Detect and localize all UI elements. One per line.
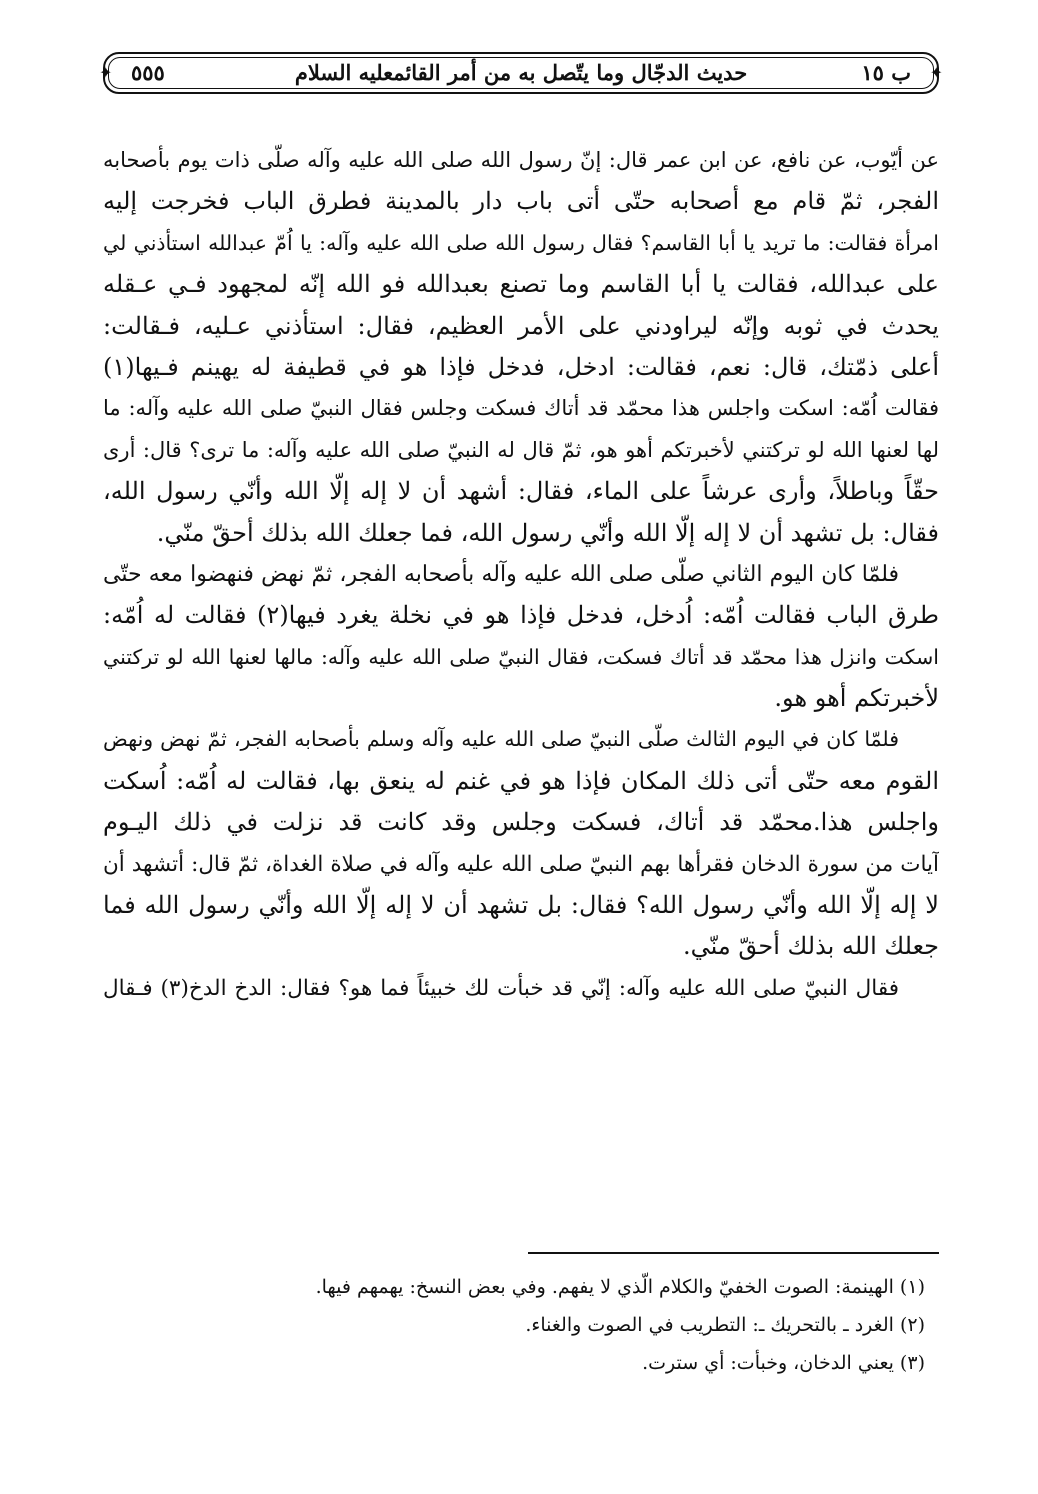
text-line: أعلى ذمّتك، قال: نعم، فقالت: ادخل، فدخل فإذا هو في قطيفة له يهينم فـيها(١) — [103, 352, 939, 381]
text-line: آيات من سورة الدخان فقرأها بهم النبيّ صلى الله عليه وآله في صلاة الغداة، ثمّ قال: أتشهد أن — [103, 851, 939, 877]
ornament-left-icon: ✦ — [99, 63, 113, 82]
text-line: جعلك الله بذلك أحقّ منّي. — [683, 932, 939, 961]
page-number: ٥٥٥ — [131, 60, 165, 85]
text-line: لا إله إلّا الله وأنّي رسول الله؟ فقال: بل تشهد أن لا إله إلّا الله وأنّي رسول الله فما — [103, 891, 939, 920]
text-line: فقالت اُمّه: اسكت واجلس هذا محمّد قد أتاك فسكت وجلس فقال النبيّ صلى الله عليه وآله: ما — [103, 396, 939, 421]
text-line: الفجر، ثمّ قام مع أصحابه حتّى أتى باب دار بالمدينة فطرق الباب فخرجت إليه — [103, 187, 939, 216]
text-line: اسكت وانزل هذا محمّد قد أتاك فسكت، فقال النبيّ صلى الله عليه وآله: مالها لعنها الله لو تركتني — [103, 644, 939, 669]
text-line: القوم معه حتّى أتى ذلك المكان فإذا هو في غنم له ينعق بها، فقالت له اُمّه: اُسكت — [103, 766, 939, 795]
text-line: لأخبرتكم أهو هو. — [774, 684, 939, 713]
main-text — [103, 140, 939, 1009]
text-line: لها لعنها الله لو تركتني لأخبرتكم أهو هو، ثمّ قال له النبيّ صلى الله عليه وآله: ما ترى؟ قال: أرى — [103, 437, 939, 462]
running-title: حديث الدجّال وما يتّصل به من أمر القائمعليه السلام — [294, 60, 748, 85]
text-line: فقال النبيّ صلى الله عليه وآله: إنّي قد خبأت لك خبيئاً فما هو؟ فقال: الدخ الدخ(٣) فـقال — [103, 975, 899, 1001]
text-line: امرأة فقالت: ما تريد يا أبا القاسم؟ فقال رسول الله صلى الله عليه وآله: يا اُمّ عبدالله استأذني لي — [103, 230, 939, 255]
text-line: فقال: بل تشهد أن لا إله إلّا الله وأنّي رسول الله، فما جعلك الله بذلك أحقّ منّي. — [156, 518, 939, 547]
text-line: عن أيّوب، عن نافع، عن ابن عمر قال: إنّ رسول الله صلى الله عليه وآله صلّى ذات يوم بأصحابه — [103, 148, 939, 172]
footnotes — [103, 1268, 939, 1382]
text-line: حقّاً وباطلاً، وأرى عرشاً على الماء، فقال: أشهد أن لا إله إلّا الله وأنّي رسول الله، — [103, 477, 939, 506]
ornament-right-icon: ✦ — [929, 63, 943, 82]
footnote-separator — [528, 1252, 939, 1254]
footnote: (٣) يعني الدخان، وخبأت: أي سترت. — [642, 1352, 925, 1374]
text-line: على عبدالله، فقالت يا أبا القاسم وما تصنع بعبدالله فو الله إنّه لمجهود فـي عـقله — [103, 270, 939, 299]
page-header — [99, 52, 943, 94]
text-line: واجلس هذا.محمّد قد أتاك، فسكت وجلس وقد كانت قد نزلت في ذلك اليـوم — [103, 808, 939, 837]
footnote: (١) الهينمة: الصوت الخفيّ والكلام الّذي لا يفهم. وفي بعض النسخ: يهمهم فيها. — [315, 1276, 925, 1298]
text-line: فلمّا كان اليوم الثاني صلّى صلى الله عليه وآله بأصحابه الفجر، ثمّ نهض فنهضوا معه حتّى — [103, 561, 899, 587]
section-label: ب ١٥ — [861, 60, 911, 85]
text-line: فلمّا كان في اليوم الثالث صلّى النبيّ صلى الله عليه وآله وسلم بأصحابه الفجر، ثمّ نهض ونهض — [103, 727, 899, 752]
text-line: يحدث في ثوبه وإنّه ليراودني على الأمر العظيم، فقال: استأذني عـليه، فـقالت: — [103, 311, 939, 340]
footnote: (٢) الغرد ـ بالتحريك ـ: التطريب في الصوت والغناء. — [525, 1314, 925, 1336]
text-line: طرق الباب فقالت اُمّه: اُدخل، فدخل فإذا هو في نخلة يغرد فيها(٢) فقالت له اُمّه: — [103, 601, 939, 630]
